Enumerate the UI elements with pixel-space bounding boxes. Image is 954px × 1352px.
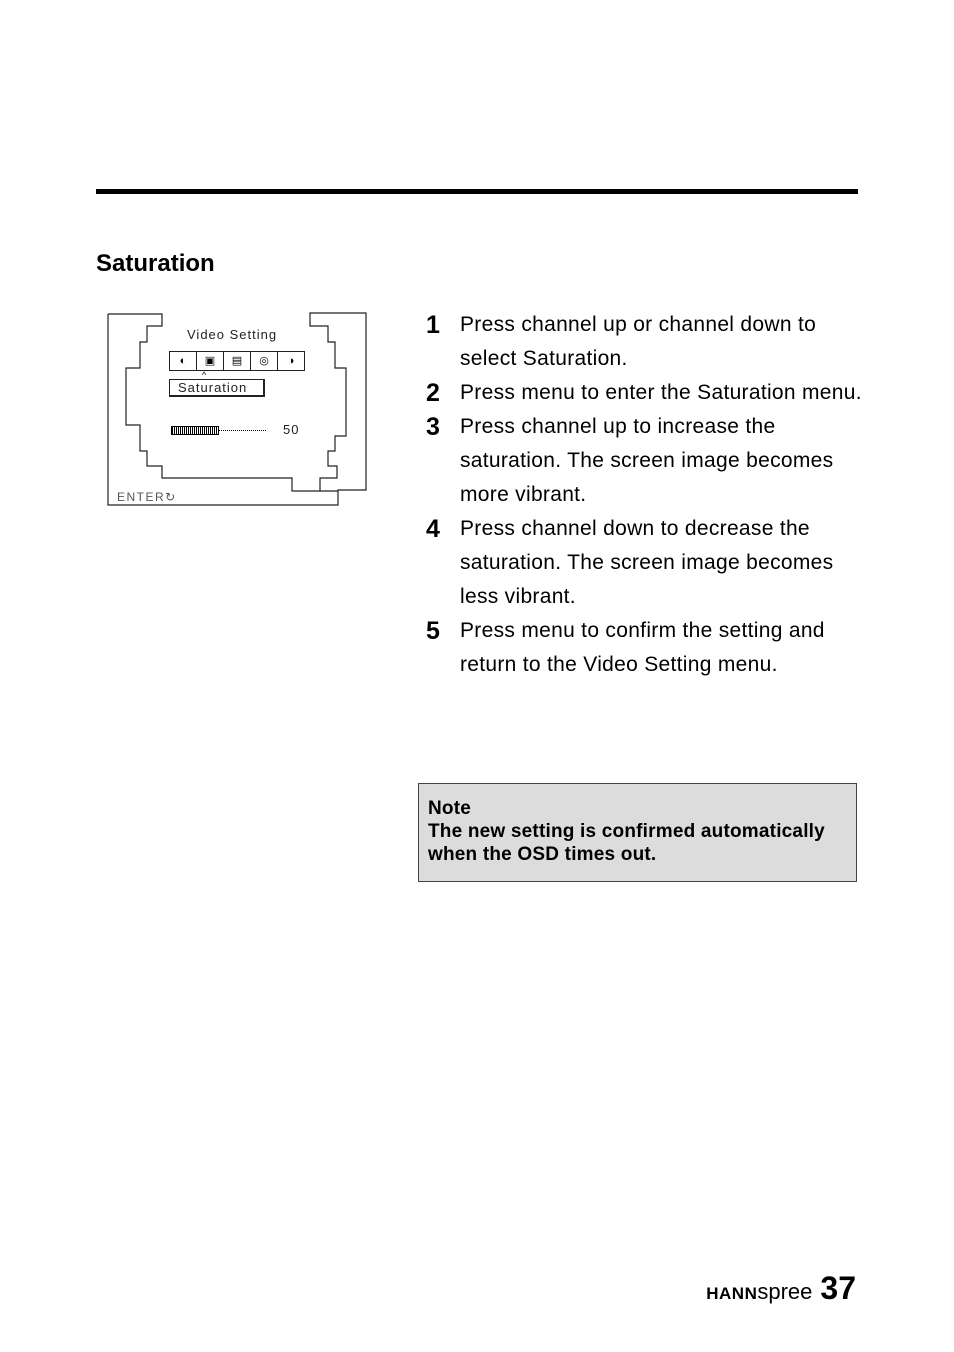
instruction-steps	[426, 308, 866, 682]
step-number: 4	[426, 515, 440, 543]
step-item	[426, 376, 866, 410]
saturation-level-fill	[171, 426, 219, 435]
lock-icon[interactable]: ◑	[287, 354, 295, 367]
enter-return-icon: ↻	[165, 490, 177, 504]
osd-icon-bar	[169, 351, 305, 371]
brand-logo-bold: HANN	[706, 1284, 758, 1303]
step-item	[426, 410, 866, 512]
brand-logo-light: spree	[757, 1279, 813, 1304]
top-rule	[96, 189, 858, 194]
step-number: 5	[426, 617, 440, 645]
page-footer	[706, 1270, 856, 1307]
saturation-level-track	[219, 430, 266, 431]
step-number: 1	[426, 311, 440, 339]
step-text: Press channel up or channel down to select Saturation.	[460, 313, 817, 370]
note-text: The new setting is confirmed automatically when the OSD times out.	[428, 821, 825, 865]
enter-hint	[117, 490, 177, 504]
tv-icon[interactable]: ▤	[224, 352, 251, 370]
saturation-level-bar[interactable]	[171, 426, 266, 435]
osd-selected-item[interactable]: Saturation	[169, 379, 265, 397]
osd-menu-title: Video Setting	[187, 327, 278, 342]
step-item	[426, 614, 866, 682]
note-label: Note	[428, 798, 472, 819]
step-text: Press menu to confirm the setting and return to the Video Setting menu.	[460, 619, 825, 676]
note-box	[418, 783, 857, 882]
osd-illustration	[107, 311, 369, 509]
step-text: Press channel down to decrease the saturation. The screen image becomes less vibrant.	[460, 517, 834, 608]
step-item	[426, 308, 866, 376]
step-text: Press menu to enter the Saturation menu.	[460, 381, 862, 404]
section-title: Saturation	[96, 250, 215, 277]
setup-icon[interactable]: ◎	[251, 352, 278, 370]
caret-up-icon: ^	[202, 370, 207, 380]
step-item	[426, 512, 866, 614]
picture-icon[interactable]: ▣	[197, 352, 224, 370]
step-number: 2	[426, 379, 440, 407]
step-number: 3	[426, 413, 440, 441]
step-text: Press channel up to increase the saturation. The screen image becomes more vibrant.	[460, 415, 834, 506]
page-number: 37	[820, 1270, 856, 1306]
audio-icon[interactable]: ◐	[170, 352, 197, 370]
saturation-value: 50	[283, 422, 300, 437]
enter-label: ENTER	[117, 490, 166, 504]
